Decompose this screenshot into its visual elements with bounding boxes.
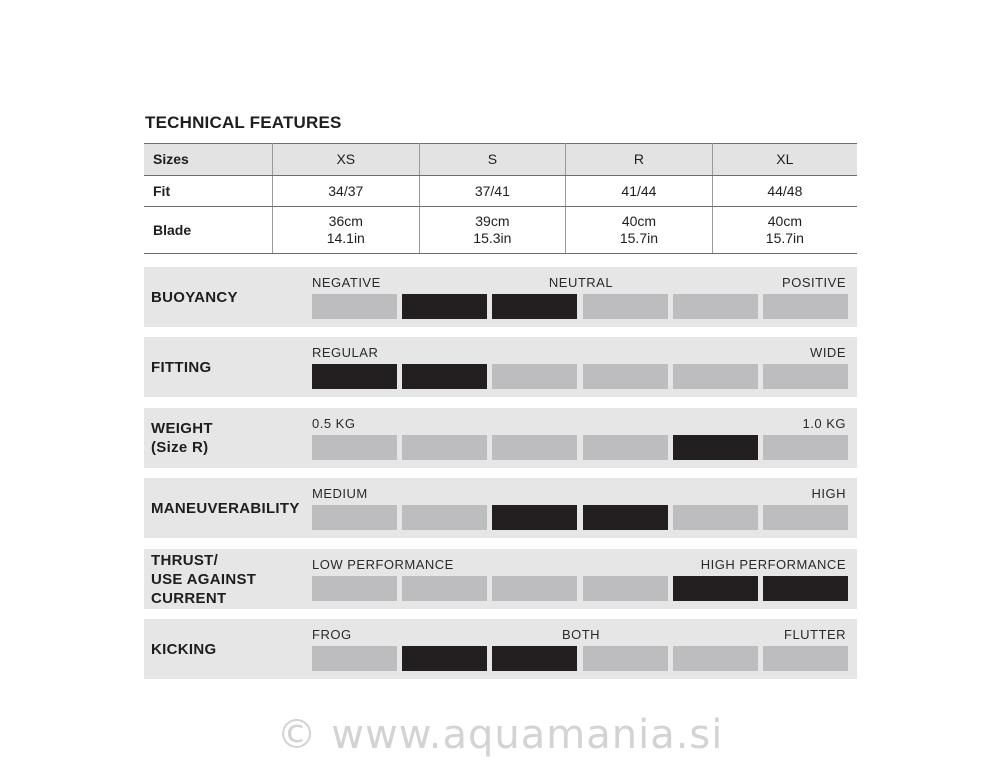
table-cell: 34/37	[273, 176, 420, 207]
rating-segment-empty	[763, 435, 848, 460]
rating-segment-empty	[673, 646, 758, 671]
header-cell: S	[419, 144, 566, 176]
header-cell: XS	[273, 144, 420, 176]
feature-name-line: WEIGHT	[151, 420, 213, 437]
rating-segment-empty	[763, 364, 848, 389]
feature-name	[151, 619, 216, 679]
rating-segment-empty	[492, 435, 577, 460]
rating-segment-empty	[312, 576, 397, 601]
blade-in: 15.7in	[619, 230, 659, 246]
rating-segment-empty	[312, 646, 397, 671]
size-table	[144, 143, 857, 254]
feature-name	[151, 267, 238, 327]
scale-label-left: 0.5 KG	[312, 416, 356, 431]
rating-segment-empty	[583, 646, 668, 671]
blade-cm: 36cm	[328, 213, 363, 229]
scale-label-left: NEGATIVE	[312, 275, 381, 290]
feature-panel	[144, 337, 857, 397]
feature-name-line: MANEUVERABILITY	[151, 499, 300, 517]
blade-in: 15.3in	[473, 230, 512, 246]
feature-name-line: (Size R)	[151, 439, 209, 456]
feature-name	[151, 337, 211, 397]
feature-name-line: BUOYANCY	[151, 288, 238, 306]
rating-segment-filled	[312, 364, 397, 389]
table-cell: 41/44	[566, 176, 713, 207]
rating-segment-empty	[763, 505, 848, 530]
scale-label-right: HIGH	[811, 486, 846, 501]
table-cell	[273, 207, 420, 254]
rating-segment-empty	[492, 364, 577, 389]
rating-segment-empty	[583, 435, 668, 460]
rating-segment-empty	[402, 435, 487, 460]
blade-cm: 40cm	[621, 213, 657, 229]
feature-panel	[144, 478, 857, 538]
table-row-fit	[144, 176, 857, 207]
feature-panel	[144, 408, 857, 468]
scale-label-right: 1.0 KG	[802, 416, 846, 431]
table-header-row	[144, 144, 857, 176]
rating-segment-filled	[492, 646, 577, 671]
feature-name-line: USE AGAINST	[151, 570, 257, 588]
page-title: TECHNICAL FEATURES	[145, 113, 342, 132]
rating-segment-empty	[492, 576, 577, 601]
rating-segment-filled	[402, 646, 487, 671]
row-label: Fit	[144, 176, 273, 207]
rating-segment-empty	[583, 364, 668, 389]
row-label: Blade	[144, 207, 273, 254]
rating-segment-empty	[673, 364, 758, 389]
feature-name-line: FITTING	[151, 358, 212, 376]
table-row-blade	[144, 207, 857, 254]
rating-segment-filled	[763, 576, 848, 601]
rating-segment-empty	[312, 505, 397, 530]
rating-segment-filled	[402, 364, 487, 389]
feature-name-line: THRUST/	[151, 551, 219, 569]
rating-segment-empty	[402, 576, 487, 601]
rating-segment-filled	[492, 505, 577, 530]
scale-label-right: FLUTTER	[784, 627, 846, 642]
table-cell	[712, 207, 857, 254]
scale-label-mid: BOTH	[561, 627, 601, 642]
rating-segment-filled	[402, 294, 487, 319]
header-cell: R	[566, 144, 713, 176]
header-cell: XL	[712, 144, 857, 176]
table-cell: 37/41	[419, 176, 566, 207]
rating-segment-empty	[402, 505, 487, 530]
feature-panel	[144, 549, 857, 609]
scale-label-left: MEDIUM	[312, 486, 368, 501]
feature-name	[151, 478, 300, 538]
rating-segment-empty	[312, 435, 397, 460]
rating-segment-filled	[583, 505, 668, 530]
rating-segment-filled	[673, 435, 758, 460]
feature-panel	[144, 267, 857, 327]
scale-label-left: REGULAR	[312, 345, 379, 360]
table-cell	[566, 207, 713, 254]
feature-name-line: KICKING	[151, 640, 217, 658]
rating-segment-filled	[673, 576, 758, 601]
rating-segment-filled	[492, 294, 577, 319]
table-cell	[419, 207, 566, 254]
rating-segment-empty	[673, 505, 758, 530]
feature-name	[151, 408, 213, 468]
rating-segment-empty	[763, 646, 848, 671]
blade-cm: 40cm	[767, 213, 802, 229]
rating-segment-empty	[763, 294, 848, 319]
scale-label-mid: NEUTRAL	[548, 275, 614, 290]
rating-segment-empty	[583, 294, 668, 319]
rating-segment-empty	[673, 294, 758, 319]
blade-in: 15.7in	[765, 230, 804, 246]
rating-segment-empty	[583, 576, 668, 601]
blade-in: 14.1in	[326, 230, 365, 246]
rating-segment-empty	[312, 294, 397, 319]
watermark: © www.aquamania.si	[276, 712, 724, 758]
scale-label-right: POSITIVE	[782, 275, 846, 290]
scale-label-left: LOW PERFORMANCE	[312, 557, 454, 572]
blade-cm: 39cm	[475, 213, 510, 229]
table-cell: 44/48	[712, 176, 857, 207]
header-cell: Sizes	[144, 144, 273, 176]
scale-label-right: WIDE	[810, 345, 846, 360]
scale-label-left: FROG	[312, 627, 352, 642]
feature-panel	[144, 619, 857, 679]
feature-name-line: CURRENT	[151, 589, 227, 607]
feature-name	[151, 549, 256, 609]
scale-label-right: HIGH PERFORMANCE	[700, 557, 846, 572]
